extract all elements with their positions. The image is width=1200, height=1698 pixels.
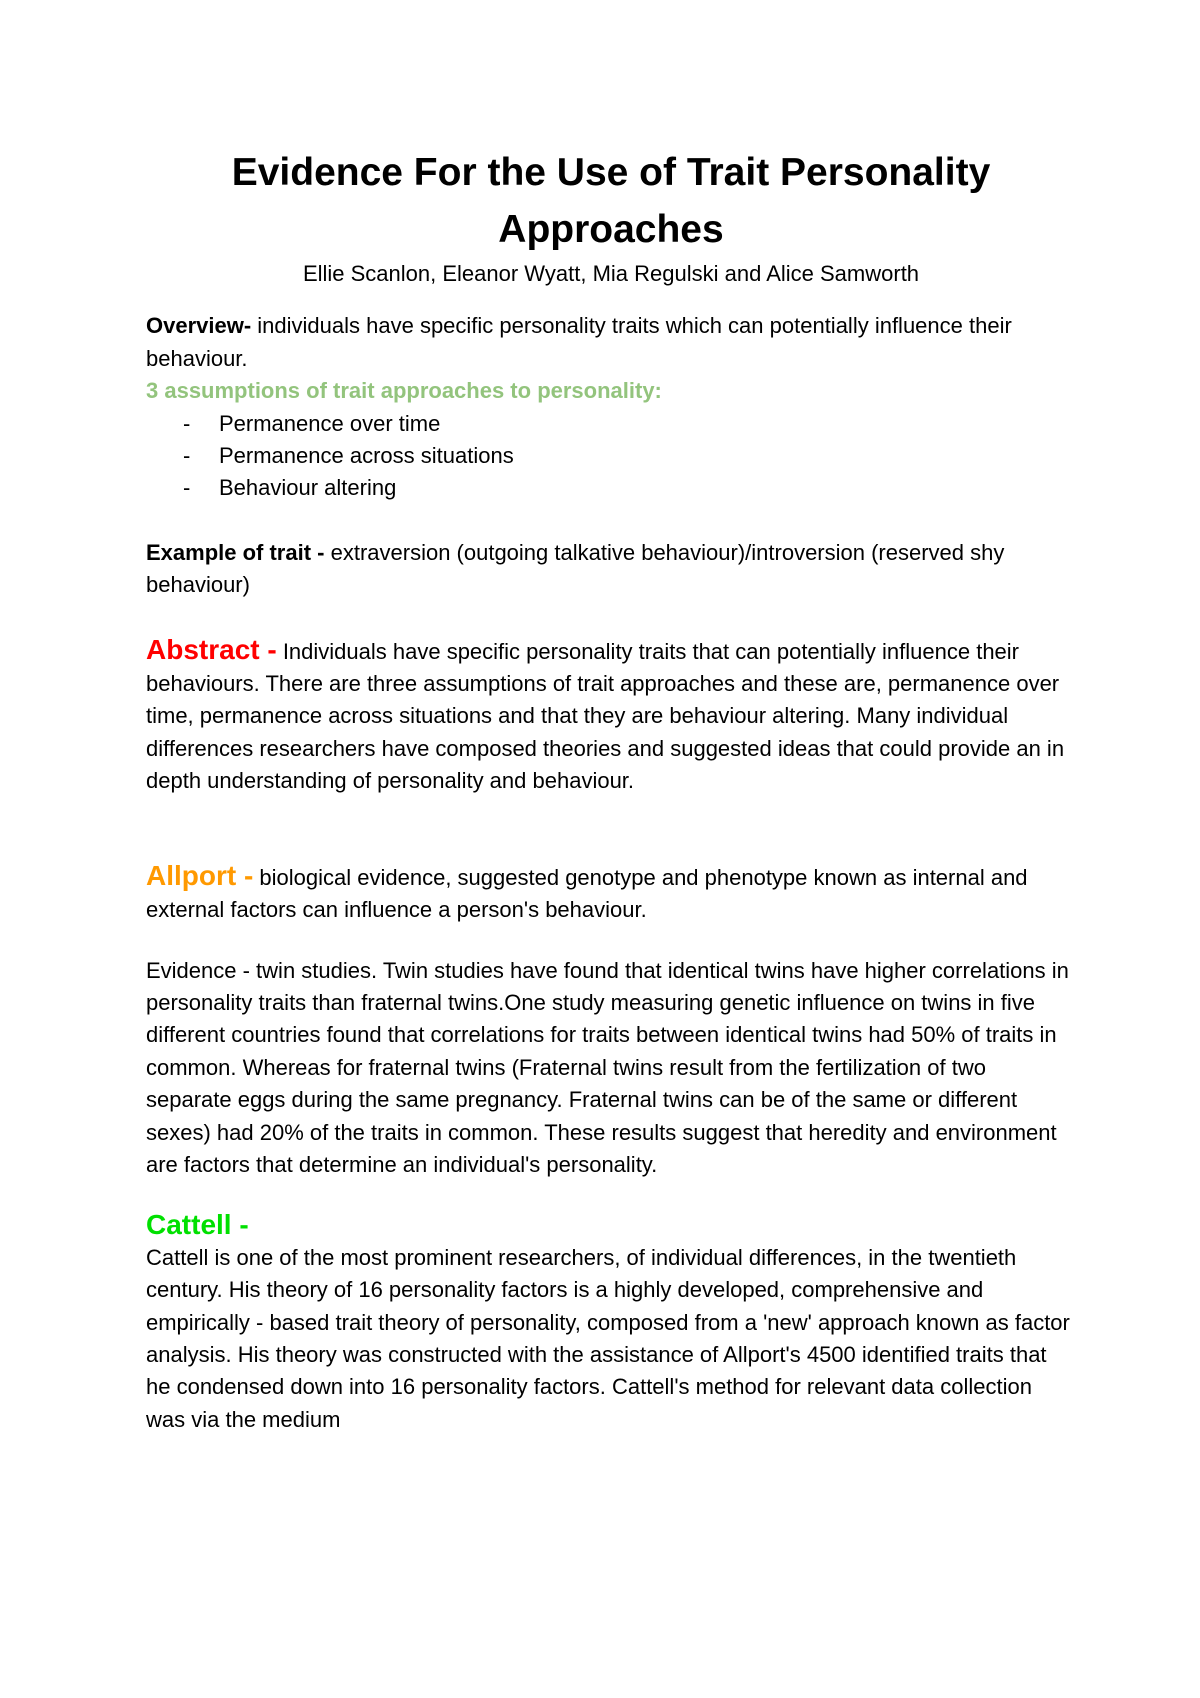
spacer: [146, 602, 1076, 634]
list-item: - Permanence over time: [146, 408, 1076, 440]
abstract-label: Abstract -: [146, 633, 277, 665]
allport-paragraph: [146, 860, 1076, 927]
overview-label: Overview-: [146, 313, 252, 339]
allport-label: Allport -: [146, 859, 254, 891]
authors-line: Ellie Scanlon, Eleanor Wyatt, Mia Regulski and Alice Samworth: [302, 261, 920, 286]
example-label: Example of trait -: [146, 539, 325, 565]
document-title: Evidence For the Use of Trait Personality Approaches: [231, 151, 991, 251]
assumptions-list: [146, 408, 1076, 505]
allport-evidence-paragraph: Evidence - twin studies. Twin studies have found that identical twins have higher correlations in personality traits than fraternal twins.One study measuring genetic influence on twins in five different countries found that correlations for traits between identical twins had 50% of traits in common. Whereas for fraternal twins (Fraternal twins result from the fertilization of two separate eggs during the same pregnancy. Fraternal twins can be of the same or different sexes) had 20% of the traits in common. These results suggest that heredity and environment are factors that determine an individual's personality.: [146, 957, 1069, 1177]
spacer: [146, 505, 1076, 537]
spacer: [146, 798, 1076, 860]
abstract-text: Individuals have specific personality traits that can potentially influence their behaviours. There are three assumptions of trait approaches and these are, permanence over time, permanence across situations and that they are behaviour altering. Many individual differences researchers have composed theories and suggested ideas that could provide an in depth understanding of personality and behaviour.: [146, 638, 1065, 794]
document-content: [146, 144, 1076, 1436]
example-text: extraversion (outgoing talkative behaviour)/introversion (reserved shy behaviour): [146, 539, 1005, 598]
spacer: [146, 927, 1076, 955]
cattell-paragraph: Cattell is one of the most prominent researchers, of individual differences, in the twentieth century. His theory of 16 personality factors is a highly developed, comprehensive and empirically - based trait theory of personality, composed from a 'new' approach known as factor analysis. His theory was constructed with the assistance of Allport's 4500 identified traits that he condensed down into 16 personality factors. Cattell's method for relevant data collection was via the medium: [146, 1244, 1070, 1432]
assumptions-heading: 3 assumptions of trait approaches to personality:: [146, 378, 662, 404]
cattell-label: Cattell -: [146, 1209, 249, 1241]
example-paragraph: [146, 537, 1076, 602]
overview-paragraph: [146, 310, 1076, 375]
spacer: [146, 1181, 1076, 1209]
allport-text: biological evidence, suggested genotype and phenotype known as internal and external factors can influence a person's behaviour.: [146, 864, 1028, 923]
overview-text: individuals have specific personality traits which can potentially influence their behaviour.: [146, 313, 1012, 371]
list-item: - Behaviour altering: [146, 472, 1076, 504]
abstract-paragraph: [146, 634, 1076, 798]
list-item: - Permanence across situations: [146, 440, 1076, 472]
